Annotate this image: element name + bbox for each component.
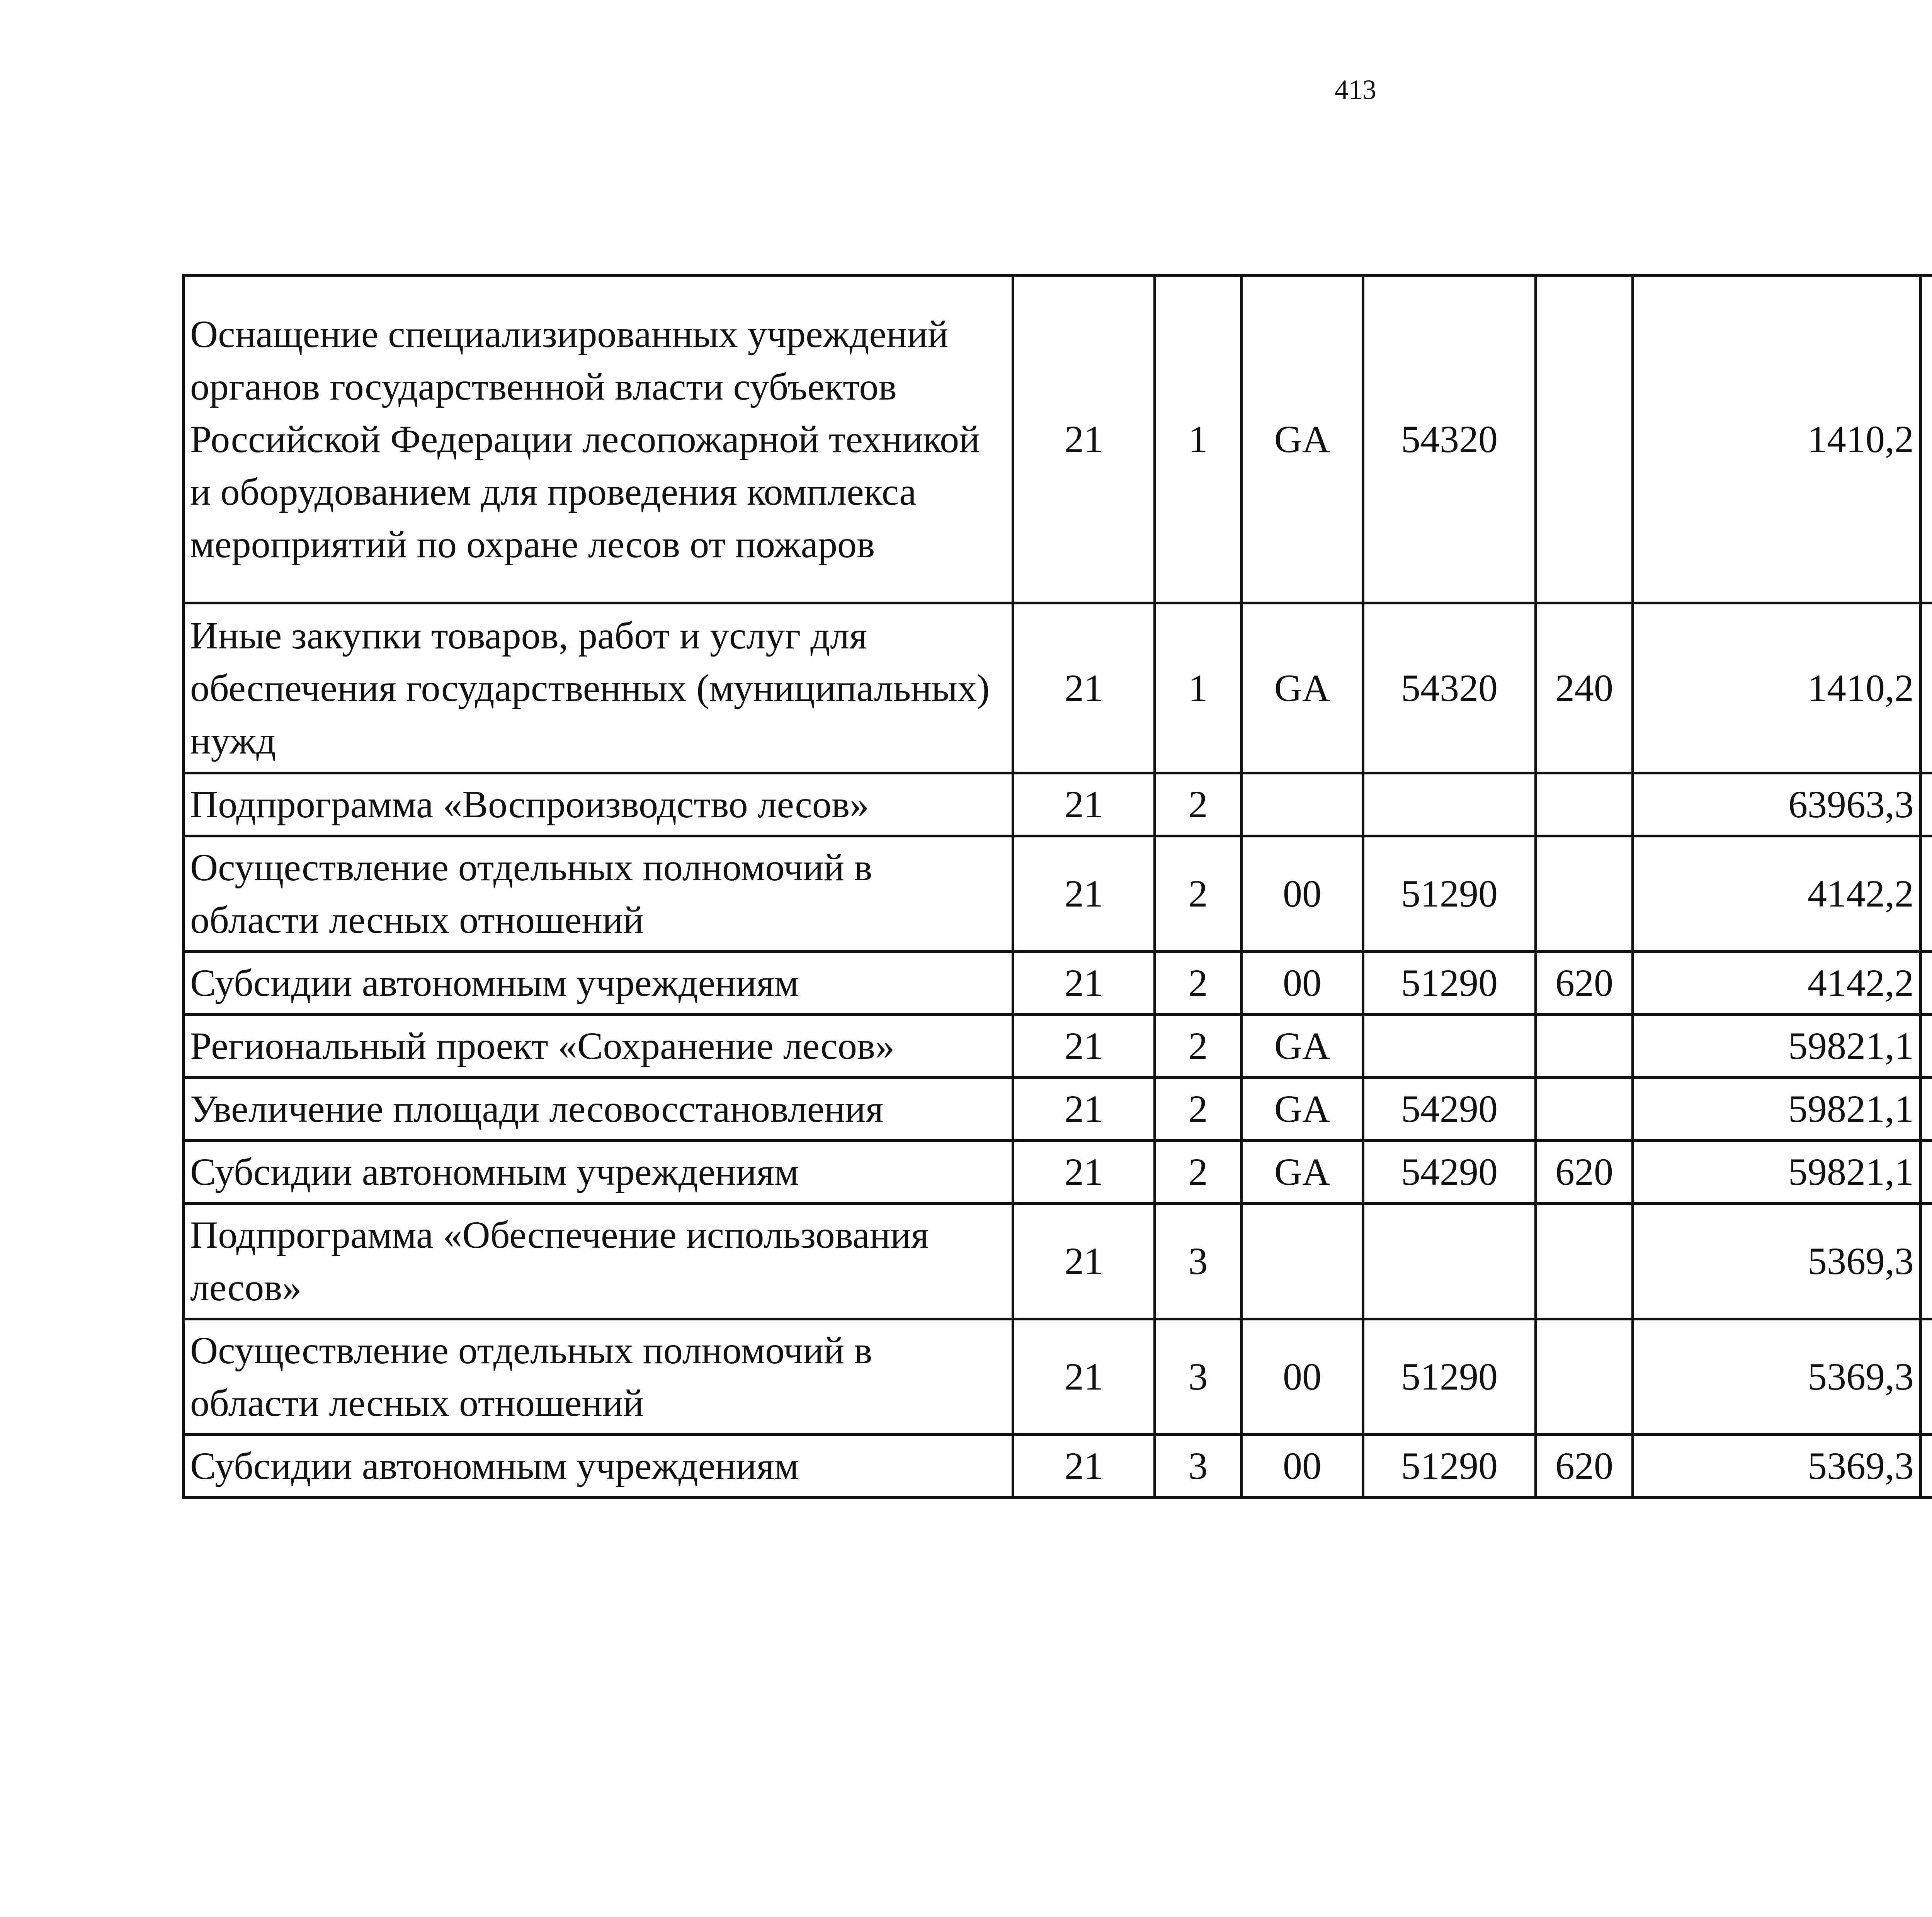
cell-expense-type: 620 — [1536, 952, 1633, 1015]
table-row — [184, 1078, 1932, 1141]
cell-amount-year-2 — [1921, 773, 1932, 836]
cell-project: GA — [1242, 1141, 1363, 1204]
cell-project: GA — [1242, 603, 1363, 773]
cell-amount-year-1: 59821,1 — [1633, 1141, 1921, 1204]
cell-expense-type: 240 — [1536, 603, 1633, 773]
table-row — [184, 1319, 1932, 1435]
cell-program: 21 — [1013, 1204, 1155, 1319]
cell-amount-year-1: 4142,2 — [1633, 836, 1921, 952]
cell-program: 21 — [1013, 1435, 1155, 1498]
cell-project — [1242, 773, 1363, 836]
cell-expense-type — [1536, 1015, 1633, 1078]
table-body — [184, 276, 1932, 1498]
cell-direction: 54320 — [1363, 603, 1536, 773]
cell-project: 00 — [1242, 1435, 1363, 1498]
cell-subprogram: 1 — [1155, 276, 1242, 603]
cell-direction — [1363, 1204, 1536, 1319]
cell-program: 21 — [1013, 603, 1155, 773]
page-number: 413 — [1335, 74, 1376, 105]
cell-subprogram: 3 — [1155, 1435, 1242, 1498]
cell-direction — [1363, 1015, 1536, 1078]
cell-direction: 54290 — [1363, 1141, 1536, 1204]
cell-subprogram: 3 — [1155, 1319, 1242, 1435]
cell-name: Увеличение площади лесовосстановления — [184, 1078, 1013, 1141]
cell-amount-year-2 — [1921, 276, 1932, 603]
cell-name: Иные закупки товаров, работ и услуг для обеспечения государственных (муниципальных) нужд — [184, 603, 1013, 773]
cell-amount-year-2 — [1921, 1141, 1932, 1204]
cell-program: 21 — [1013, 1078, 1155, 1141]
cell-amount-year-1: 59821,1 — [1633, 1015, 1921, 1078]
cell-subprogram: 2 — [1155, 1015, 1242, 1078]
table-row — [184, 773, 1932, 836]
cell-project — [1242, 1204, 1363, 1319]
cell-amount-year-2 — [1921, 836, 1932, 952]
cell-direction: 54320 — [1363, 276, 1536, 603]
cell-name: Оснащение специализированных учреждений органов государственной власти субъектов Российской Федерации лесопожарной техникой и оборудованием для проведения комплекса мероприятий по охране лесов от пожаров — [184, 276, 1013, 603]
cell-amount-year-2 — [1921, 1319, 1932, 1435]
cell-project: GA — [1242, 1015, 1363, 1078]
cell-program: 21 — [1013, 836, 1155, 952]
cell-amount-year-1: 59821,1 — [1633, 1078, 1921, 1141]
cell-name: Осуществление отдельных полномочий в области лесных отношений — [184, 836, 1013, 952]
table-row — [184, 836, 1932, 952]
cell-amount-year-2 — [1921, 603, 1932, 773]
cell-project: GA — [1242, 276, 1363, 603]
cell-amount-year-1: 5369,3 — [1633, 1204, 1921, 1319]
cell-amount-year-2 — [1921, 952, 1932, 1015]
cell-subprogram: 2 — [1155, 952, 1242, 1015]
cell-subprogram: 3 — [1155, 1204, 1242, 1319]
cell-amount-year-1: 4142,2 — [1633, 952, 1921, 1015]
cell-name: Региональный проект «Сохранение лесов» — [184, 1015, 1013, 1078]
cell-program: 21 — [1013, 1319, 1155, 1435]
cell-program: 21 — [1013, 1141, 1155, 1204]
cell-expense-type — [1536, 1319, 1633, 1435]
cell-direction: 51290 — [1363, 836, 1536, 952]
cell-amount-year-1: 5369,3 — [1633, 1435, 1921, 1498]
cell-direction: 54290 — [1363, 1078, 1536, 1141]
cell-expense-type — [1536, 773, 1633, 836]
budget-table — [182, 274, 1932, 1499]
cell-direction: 51290 — [1363, 952, 1536, 1015]
cell-subprogram: 2 — [1155, 1078, 1242, 1141]
cell-amount-year-2 — [1921, 1078, 1932, 1141]
cell-name: Субсидии автономным учреждениям — [184, 1141, 1013, 1204]
cell-amount-year-2 — [1921, 1204, 1932, 1319]
cell-expense-type: 620 — [1536, 1141, 1633, 1204]
cell-amount-year-1: 1410,2 — [1633, 276, 1921, 603]
cell-amount-year-2 — [1921, 1015, 1932, 1078]
cell-project: 00 — [1242, 1319, 1363, 1435]
cell-direction: 51290 — [1363, 1319, 1536, 1435]
cell-name: Субсидии автономным учреждениям — [184, 1435, 1013, 1498]
cell-expense-type — [1536, 1204, 1633, 1319]
cell-direction: 51290 — [1363, 1435, 1536, 1498]
cell-subprogram: 2 — [1155, 836, 1242, 952]
table-row — [184, 1435, 1932, 1498]
cell-expense-type: 620 — [1536, 1435, 1633, 1498]
cell-name: Осуществление отдельных полномочий в области лесных отношений — [184, 1319, 1013, 1435]
cell-project: 00 — [1242, 952, 1363, 1015]
cell-program: 21 — [1013, 952, 1155, 1015]
table-row — [184, 276, 1932, 603]
cell-subprogram: 2 — [1155, 1141, 1242, 1204]
cell-amount-year-1: 63963,3 — [1633, 773, 1921, 836]
cell-amount-year-1: 5369,3 — [1633, 1319, 1921, 1435]
cell-project: GA — [1242, 1078, 1363, 1141]
table-row — [184, 603, 1932, 773]
cell-subprogram: 2 — [1155, 773, 1242, 836]
cell-program: 21 — [1013, 773, 1155, 836]
table-row — [184, 1015, 1932, 1078]
cell-amount-year-2 — [1921, 1435, 1932, 1498]
cell-expense-type — [1536, 1078, 1633, 1141]
table-row — [184, 952, 1932, 1015]
table-row — [184, 1204, 1932, 1319]
cell-name: Субсидии автономным учреждениям — [184, 952, 1013, 1015]
cell-amount-year-1: 1410,2 — [1633, 603, 1921, 773]
cell-name: Подпрограмма «Воспроизводство лесов» — [184, 773, 1013, 836]
cell-expense-type — [1536, 276, 1633, 603]
cell-program: 21 — [1013, 1015, 1155, 1078]
cell-program: 21 — [1013, 276, 1155, 603]
cell-project: 00 — [1242, 836, 1363, 952]
cell-direction — [1363, 773, 1536, 836]
cell-expense-type — [1536, 836, 1633, 952]
table-row — [184, 1141, 1932, 1204]
cell-subprogram: 1 — [1155, 603, 1242, 773]
cell-name: Подпрограмма «Обеспечение использования лесов» — [184, 1204, 1013, 1319]
